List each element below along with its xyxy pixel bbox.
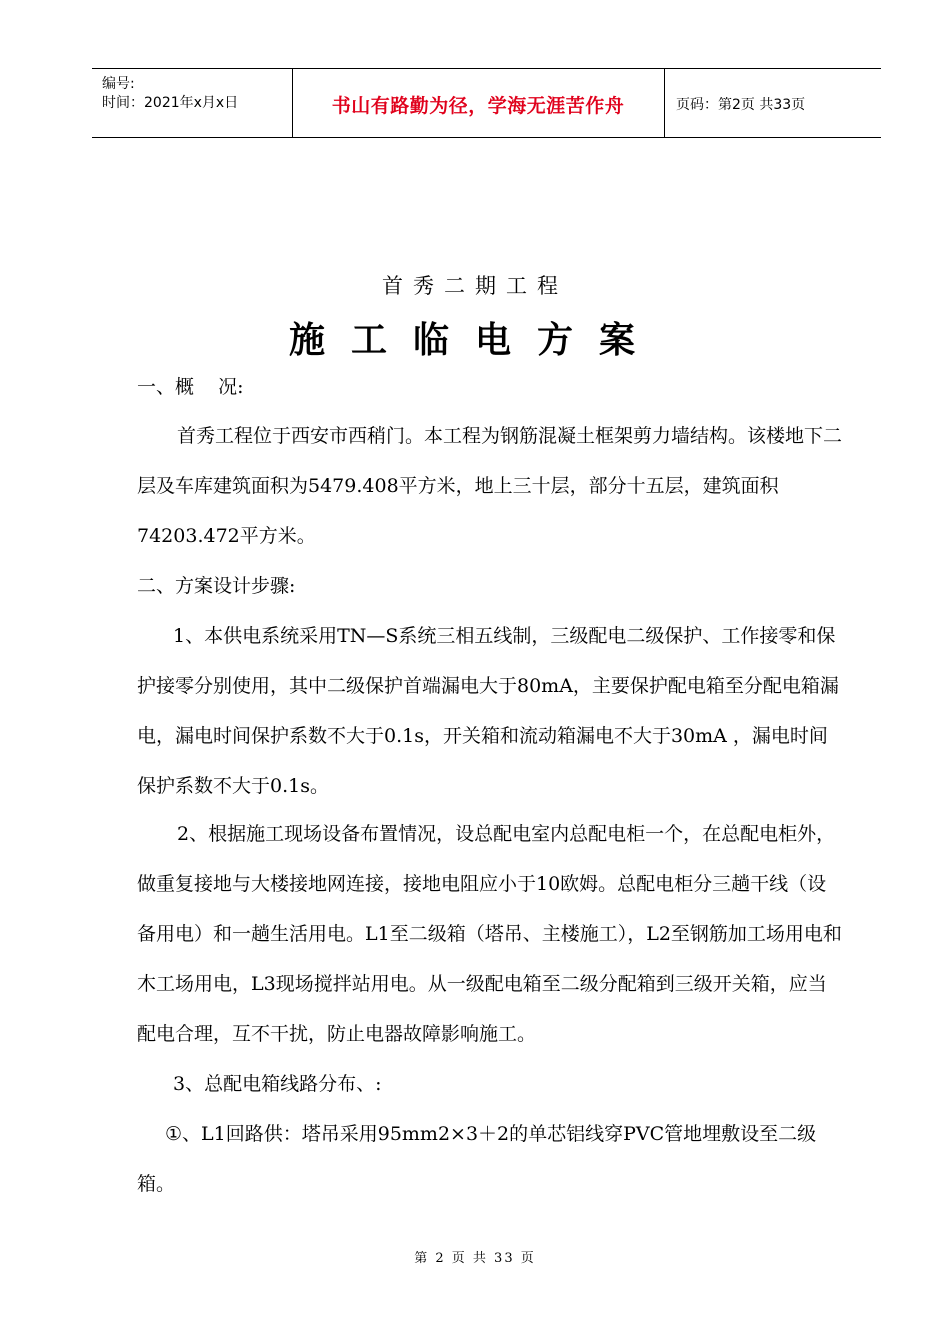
- l1-circuit-paragraph: ①、L1回路供：塔吊采用95mm2×3＋2的单芯铝线穿PVC管地埋敷设至二级箱。: [137, 1123, 817, 1195]
- time-label: 时间：2021年x月x日: [102, 95, 239, 111]
- number-label: 编号:: [102, 76, 135, 92]
- overview-paragraph: 首秀工程位于西安市西稍门。本工程为钢筋混凝土框架剪力墙结构。该楼地下二层及车库建筑面积为5479.408平方米，地上三十层，部分十五层，建筑面积74203.472平方米。: [137, 425, 843, 547]
- step2-paragraph: 2、根据施工现场设备布置情况，设总配电室内总配电柜一个，在总配电柜外，做重复接地与大楼接地网连接，接地电阻应小于10欧姆。总配电柜分三趟干线（设备用电）和一趟生活用电。L1至二级箱（塔吊、主楼施工），L2至钢筋加工场用电和木工场用电，L3现场搅拌站用电。从一级配电箱至二级分配箱到三级开关箱，应当配电合理，互不干扰，防止电器故障影响施工。: [137, 823, 842, 1045]
- step3-paragraph: 3、总配电箱线路分布、:: [173, 1073, 382, 1095]
- page-footer: 第 2 页 共 33 页: [414, 1251, 536, 1266]
- section1-heading: 一、概 况:: [137, 376, 244, 398]
- section2-heading: 二、方案设计步骤:: [137, 575, 296, 597]
- motto: 书山有路勤为径，学海无涯苦作舟: [331, 95, 625, 117]
- page-header: [92, 68, 881, 138]
- section2-step2: [137, 809, 843, 1059]
- section2-step4: [137, 1109, 843, 1209]
- step1-paragraph: 1、本供电系统采用TN—S系统三相五线制，三级配电二级保护、工作接零和保护接零分别使用，其中二级保护首端漏电大于80mA，主要保护配电箱至分配电箱漏电，漏电时间保护系数不大于0.1s，开关箱和流动箱漏电不大于30mA ，漏电时间保护系数不大于0.1s。: [137, 625, 839, 797]
- section2-step3: [137, 1059, 843, 1109]
- header-meta-cell: [92, 69, 293, 137]
- document-subtitle: 首秀二期工程: [382, 274, 568, 298]
- section2-step1: [137, 611, 843, 811]
- document-title: 施工临电方案: [288, 319, 661, 361]
- header-motto-cell: [292, 69, 665, 137]
- header-page-cell: [665, 69, 881, 137]
- page-info: 页码：第2页 共33页: [676, 97, 806, 113]
- section1-body: [137, 411, 843, 561]
